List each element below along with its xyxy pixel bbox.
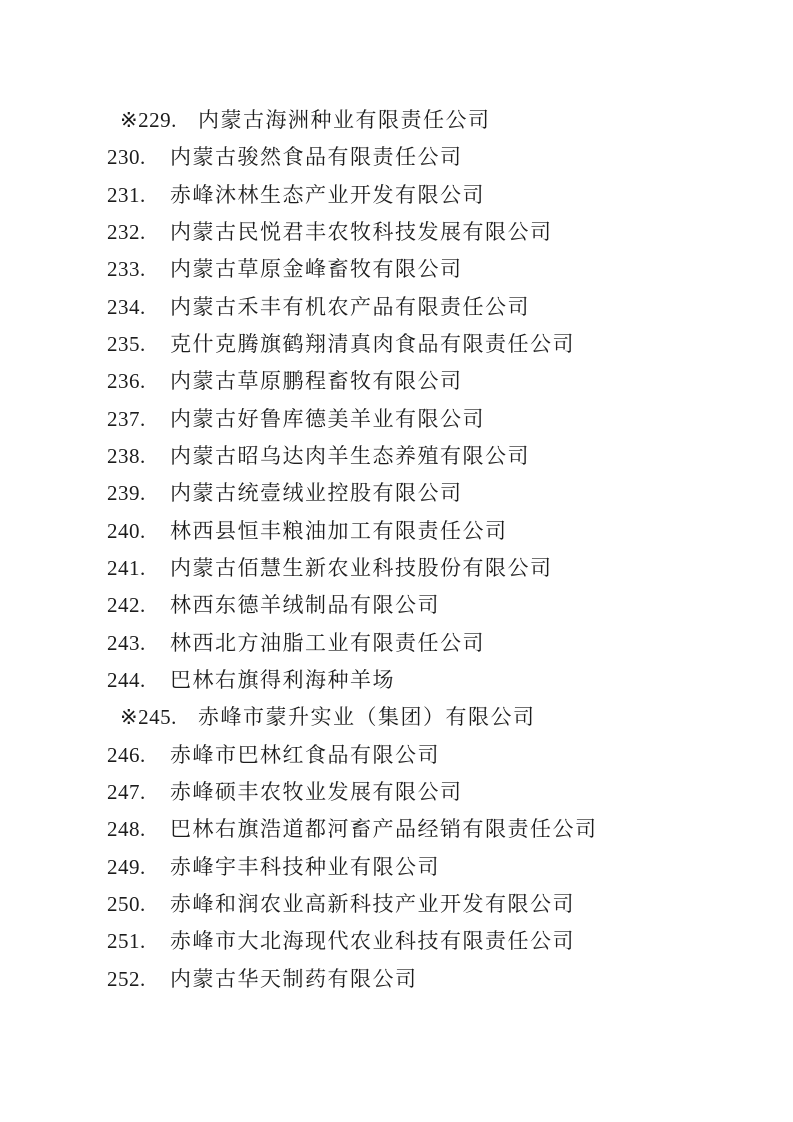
item-number-text: 252. xyxy=(107,966,146,991)
list-item xyxy=(0,177,793,214)
company-name: 赤峰和润农业高新科技产业开发有限公司 xyxy=(170,891,575,916)
company-name: 内蒙古民悦君丰农牧科技发展有限公司 xyxy=(170,219,553,244)
company-name: 赤峰沐林生态产业开发有限公司 xyxy=(170,182,485,207)
list-item xyxy=(0,849,793,886)
list-item xyxy=(0,102,793,139)
list-item xyxy=(0,961,793,998)
company-name: 内蒙古好鲁库德美羊业有限公司 xyxy=(170,406,485,431)
item-number xyxy=(107,251,146,288)
item-number xyxy=(107,289,146,326)
item-number-text: 248. xyxy=(107,817,146,842)
item-number-text: 240. xyxy=(107,518,146,543)
item-number xyxy=(107,326,146,363)
item-number xyxy=(120,699,177,736)
item-number xyxy=(107,625,146,662)
company-name: 林西北方油脂工业有限责任公司 xyxy=(170,630,485,655)
item-number-text: 250. xyxy=(107,891,146,916)
company-name: 内蒙古骏然食品有限责任公司 xyxy=(170,145,463,170)
list-item xyxy=(0,886,793,923)
item-number-text: 231. xyxy=(107,182,146,207)
item-number-text: 243. xyxy=(107,630,146,655)
company-name: 赤峰硕丰农牧业发展有限公司 xyxy=(170,779,463,804)
item-number xyxy=(107,139,146,176)
company-name: 赤峰市蒙升实业（集团）有限公司 xyxy=(198,705,536,730)
company-name: 内蒙古草原金峰畜牧有限公司 xyxy=(170,257,463,282)
company-name: 巴林右旗浩道都河畜产品经销有限责任公司 xyxy=(170,817,598,842)
item-number-text: 238. xyxy=(107,443,146,468)
company-list xyxy=(0,102,793,998)
special-marker: ※ xyxy=(120,108,139,132)
list-item xyxy=(0,438,793,475)
list-item xyxy=(0,774,793,811)
item-number xyxy=(107,811,146,848)
item-number-text: 247. xyxy=(107,779,146,804)
item-number xyxy=(107,513,146,550)
company-name: 内蒙古海洲种业有限责任公司 xyxy=(198,108,491,132)
company-name: 内蒙古佰慧生新农业科技股份有限公司 xyxy=(170,555,553,580)
company-name: 克什克腾旗鹤翔清真肉食品有限责任公司 xyxy=(170,331,575,356)
item-number xyxy=(107,363,146,400)
list-item xyxy=(0,550,793,587)
item-number-text: 246. xyxy=(107,742,146,767)
item-number xyxy=(107,214,146,251)
company-name: 内蒙古昭乌达肉羊生态养殖有限公司 xyxy=(170,443,530,468)
item-number xyxy=(107,401,146,438)
list-item xyxy=(0,363,793,400)
list-item xyxy=(0,139,793,176)
list-item xyxy=(0,699,793,736)
list-item xyxy=(0,513,793,550)
item-number-text: 230. xyxy=(107,145,146,170)
item-number-text: 241. xyxy=(107,555,146,580)
item-number xyxy=(107,475,146,512)
item-number xyxy=(120,102,177,139)
company-name: 赤峰市巴林红食品有限公司 xyxy=(170,742,440,767)
item-number xyxy=(107,587,146,624)
item-number xyxy=(107,774,146,811)
company-name: 内蒙古统壹绒业控股有限公司 xyxy=(170,481,463,506)
item-number-text: 235. xyxy=(107,331,146,356)
item-number-text: 237. xyxy=(107,406,146,431)
item-number xyxy=(107,550,146,587)
item-number-text: 233. xyxy=(107,257,146,282)
item-number xyxy=(107,438,146,475)
item-number-text: 242. xyxy=(107,593,146,618)
item-number xyxy=(107,923,146,960)
list-item xyxy=(0,289,793,326)
item-number-text: 251. xyxy=(107,929,146,954)
list-item xyxy=(0,923,793,960)
company-name: 内蒙古华天制药有限公司 xyxy=(170,966,418,991)
list-item xyxy=(0,326,793,363)
company-name: 内蒙古草原鹏程畜牧有限公司 xyxy=(170,369,463,394)
item-number-text: 245. xyxy=(138,705,177,730)
item-number-text: 239. xyxy=(107,481,146,506)
company-name: 林西东德羊绒制品有限公司 xyxy=(170,593,440,618)
item-number xyxy=(107,886,146,923)
item-number-text: 249. xyxy=(107,854,146,879)
company-name: 内蒙古禾丰有机农产品有限责任公司 xyxy=(170,294,530,319)
item-number xyxy=(107,662,146,699)
item-number xyxy=(107,737,146,774)
company-name: 赤峰宇丰科技种业有限公司 xyxy=(170,854,440,879)
company-name: 林西县恒丰粮油加工有限责任公司 xyxy=(170,518,508,543)
list-item xyxy=(0,475,793,512)
item-number-text: 229. xyxy=(138,108,177,132)
item-number xyxy=(107,177,146,214)
item-number xyxy=(107,849,146,886)
item-number-text: 234. xyxy=(107,294,146,319)
list-item xyxy=(0,811,793,848)
list-item xyxy=(0,251,793,288)
special-marker: ※ xyxy=(120,705,139,730)
list-item xyxy=(0,625,793,662)
list-item xyxy=(0,737,793,774)
item-number-text: 232. xyxy=(107,219,146,244)
list-item xyxy=(0,662,793,699)
item-number-text: 236. xyxy=(107,369,146,394)
company-name: 巴林右旗得利海种羊场 xyxy=(170,667,395,692)
item-number-text: 244. xyxy=(107,667,146,692)
company-name: 赤峰市大北海现代农业科技有限责任公司 xyxy=(170,929,575,954)
list-item xyxy=(0,214,793,251)
item-number xyxy=(107,961,146,998)
list-item xyxy=(0,401,793,438)
list-item xyxy=(0,587,793,624)
